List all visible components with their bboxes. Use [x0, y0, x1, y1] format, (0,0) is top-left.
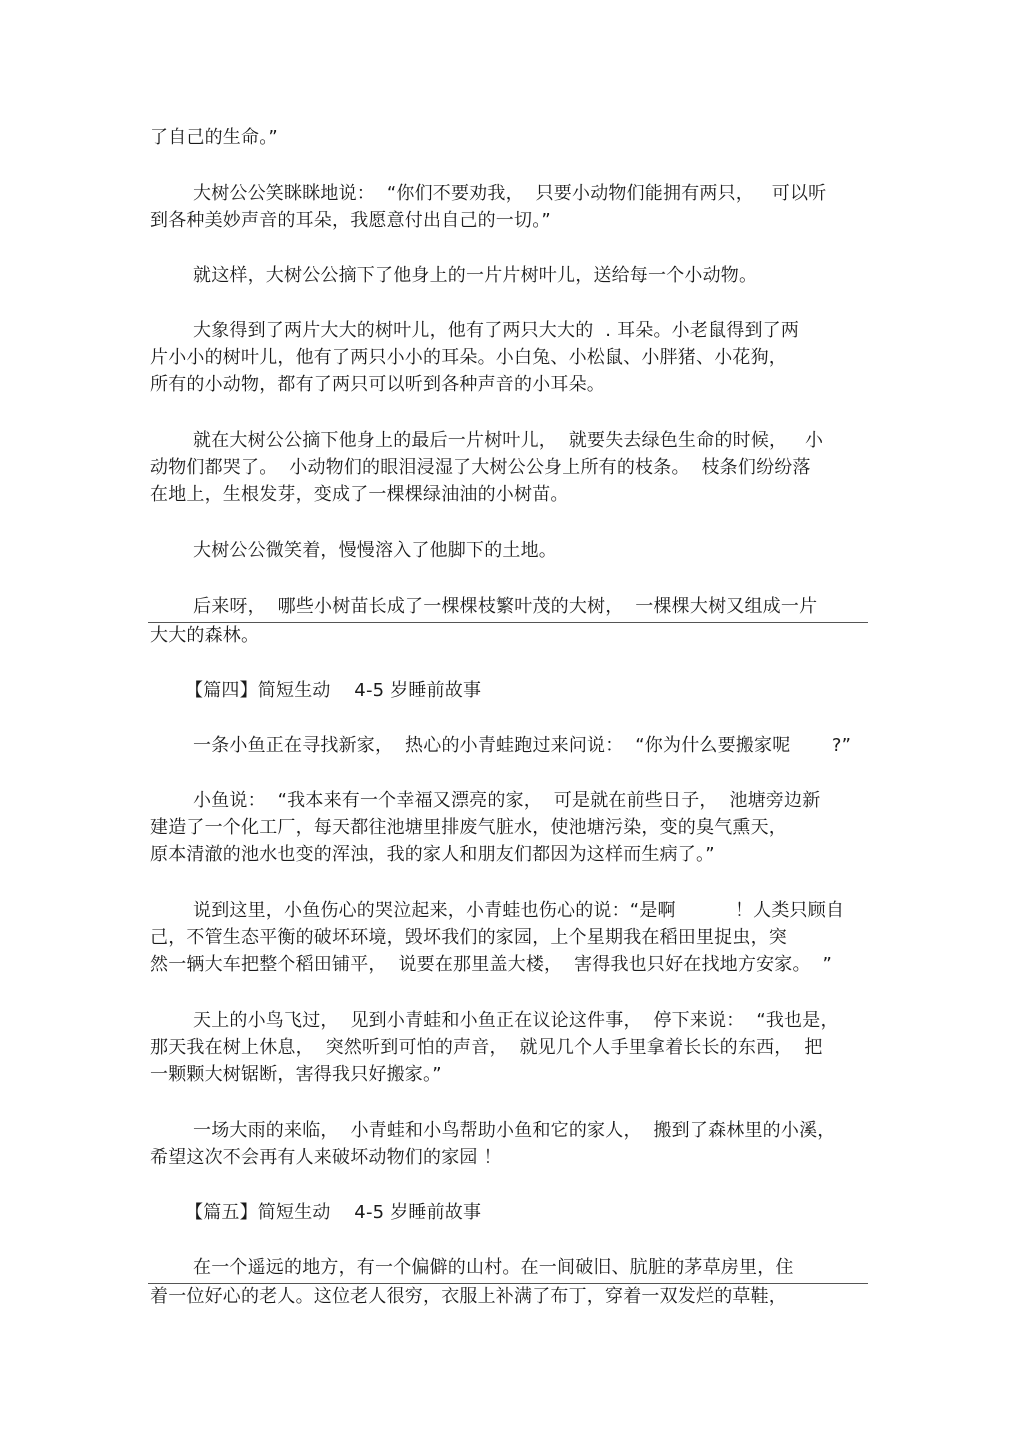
text-line: 后来呀， 哪些小树苗长成了一棵棵枝繁叶茂的大树， 一棵棵大树又组成一片 [193, 596, 818, 617]
section-heading: 【篇五】简短生动 4-5 岁睡前故事 [185, 1202, 482, 1223]
text-line: 片小小的树叶儿，他有了两只小小的耳朵。小白兔、小松鼠、小胖猪、小花狗， [150, 347, 787, 368]
text-line: 在地上，生根发芽，变成了一棵棵绿油油的小树苗。 [150, 484, 569, 505]
text-line: 一条小鱼正在寻找新家， 热心的小青蛙跑过来问说： “你为什么要搬家呢 ?” [193, 735, 852, 756]
text-line: 小鱼说： “我本来有一个幸福又漂亮的家， 可是就在前些日子， 池塘旁边新 [193, 790, 821, 811]
text-line: 那天我在树上休息， 突然听到可怕的声音， 就见几个人手里拿着长长的东西， 把 [150, 1037, 823, 1058]
text-line: 天上的小鸟飞过， 见到小青蛙和小鱼正在议论这件事， 停下来说： “我也是， [193, 1010, 839, 1031]
text-line: 到各种美妙声音的耳朵，我愿意付出自己的一切。” [150, 210, 551, 231]
text-line: 就在大树公公摘下他身上的最后一片树叶儿， 就要失去绿色生命的时候， 小 [193, 430, 824, 451]
text-line: 然一辆大车把整个稻田铺平， 说要在那里盖大楼， 害得我也只好在找地方安家。 ” [150, 954, 833, 975]
section-heading: 【篇四】简短生动 4-5 岁睡前故事 [185, 680, 482, 701]
text-line: 希望这次不会再有人来破坏动物们的家园 ！ [150, 1147, 502, 1168]
text-line: 原本清澈的池水也变的浑浊，我的家人和朋友们都因为这样而生病了。” [150, 844, 715, 865]
text-line: 建造了一个化工厂，每天都往池塘里排废气脏水，使池塘污染，变的臭气熏天， [150, 817, 787, 838]
text-line: 在一个遥远的地方，有一个偏僻的山村。在一间破旧、肮脏的茅草房里，住 [193, 1257, 794, 1278]
text-line: 了自己的生命。” [150, 127, 278, 148]
text-line: 一颗颗大树锯断，害得我只好搬家。” [150, 1064, 442, 1085]
text-line: 大树公公笑眯眯地说： “你们不要劝我， 只要小动物们能拥有两只， 可以听 [193, 183, 827, 204]
text-line: 己，不管生态平衡的破坏环境，毁坏我们的家园，上个星期我在稻田里捉虫，突 [150, 927, 787, 948]
text-line: 动物们都哭了。 小动物们的眼泪浸湿了大树公公身上所有的枝条。 枝条们纷纷落 [150, 457, 811, 478]
text-line: 说到这里，小鱼伤心的哭泣起来，小青蛙也伤心的说：“是啊 ！人类只顾自 [193, 900, 845, 921]
divider-line [148, 1283, 868, 1284]
divider-line [148, 622, 868, 623]
text-line: 大象得到了两片大大的树叶儿，他有了两只大大的 . 耳朵。小老鼠得到了两 [193, 320, 800, 341]
text-line: 着一位好心的老人。这位老人很穷，衣服上补满了布丁，穿着一双发烂的草鞋， [150, 1286, 787, 1307]
text-line: 大树公公微笑着，慢慢溶入了他脚下的土地。 [193, 540, 557, 561]
text-line: 大大的森林。 [150, 625, 260, 646]
text-line: 所有的小动物，都有了两只可以听到各种声音的小耳朵。 [150, 374, 605, 395]
text-line: 一场大雨的来临， 小青蛙和小鸟帮助小鱼和它的家人， 搬到了森林里的小溪， [193, 1120, 836, 1141]
text-line: 就这样，大树公公摘下了他身上的一片片树叶儿，送给每一个小动物。 [193, 265, 758, 286]
